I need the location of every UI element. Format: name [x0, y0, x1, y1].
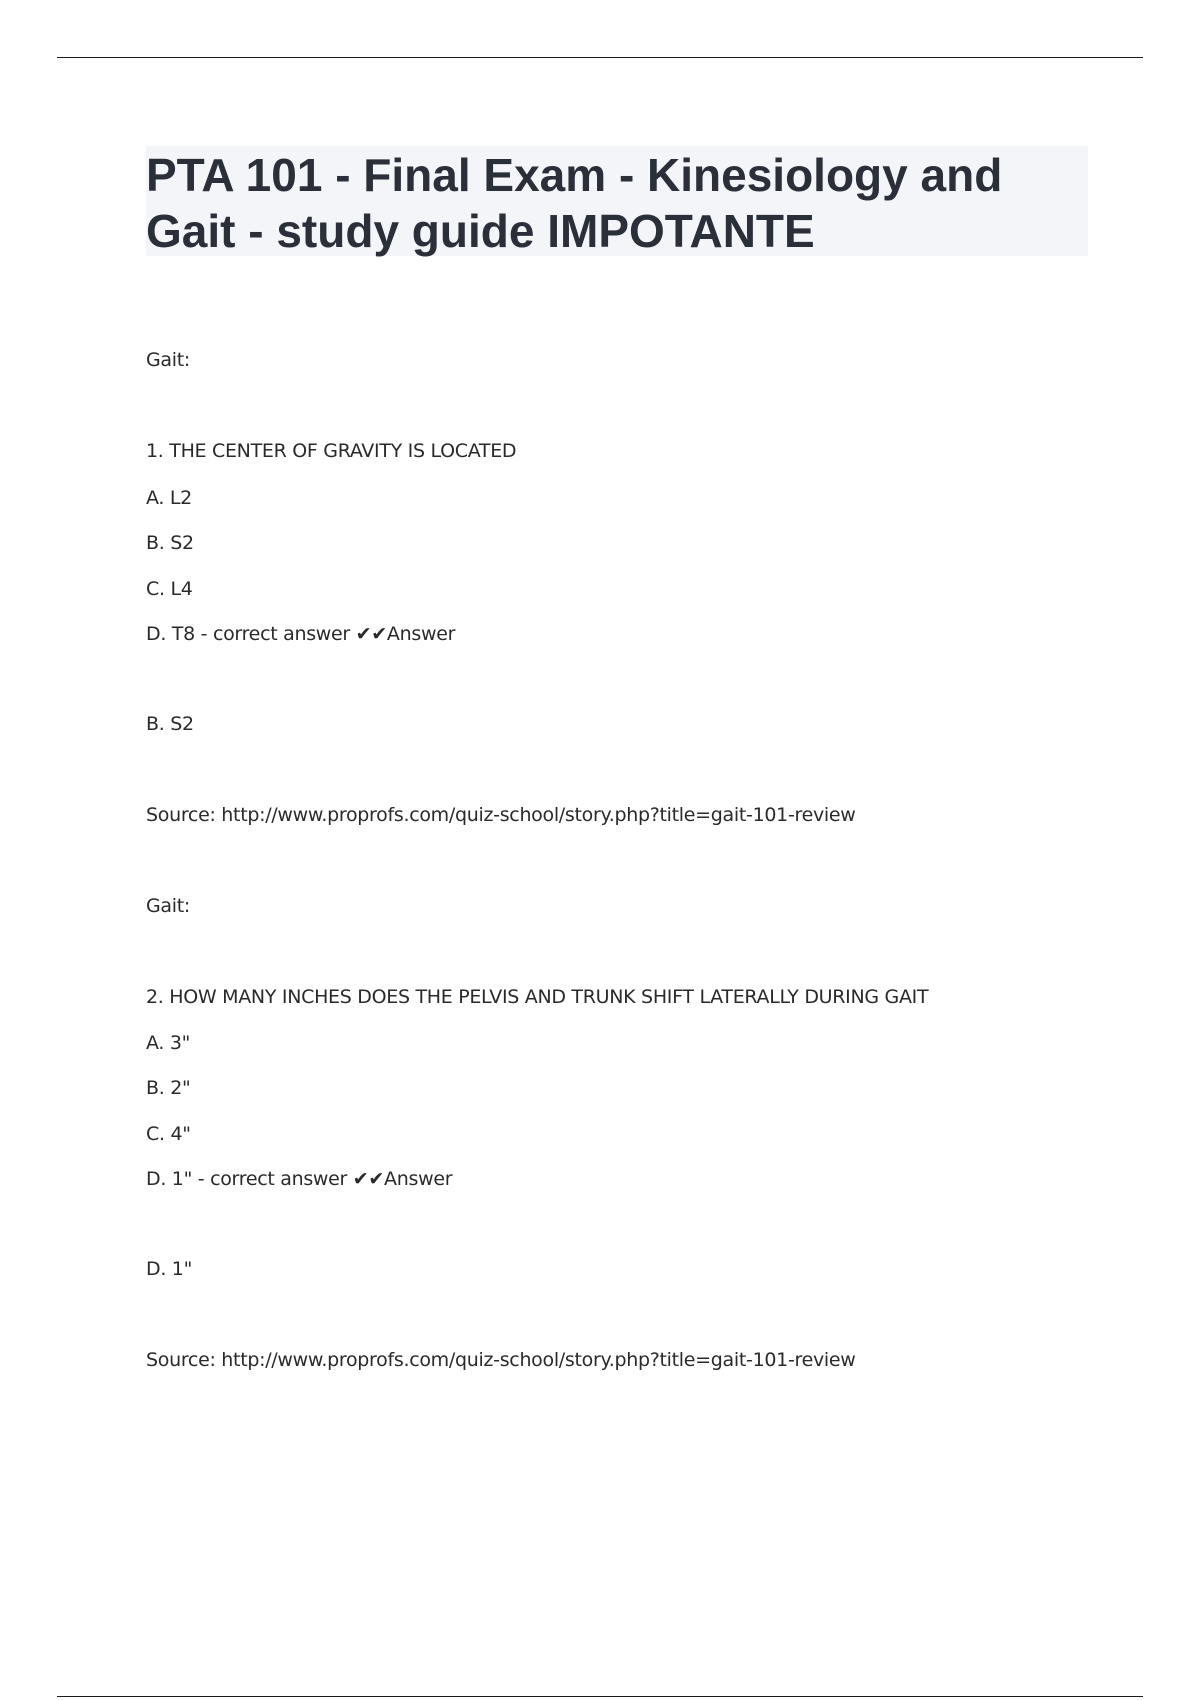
- q1-answer: B. S2: [146, 713, 194, 735]
- document-title: PTA 101 - Final Exam - Kinesiology and Gait - study guide IMPOTANTE: [146, 149, 1003, 257]
- q1-source: Source: http://www.proprofs.com/quiz-school/story.php?title=gait-101-review: [146, 804, 856, 826]
- q2-answer: D. 1": [146, 1258, 193, 1280]
- q2-option-c: C. 4": [146, 1123, 191, 1145]
- q2-option-a: A. 3": [146, 1032, 191, 1054]
- q1-question: 1. THE CENTER OF GRAVITY IS LOCATED: [146, 440, 517, 462]
- bottom-rule: [57, 1696, 1143, 1697]
- q2-option-b: B. 2": [146, 1077, 191, 1099]
- q2-source: Source: http://www.proprofs.com/quiz-school/story.php?title=gait-101-review: [146, 1349, 856, 1371]
- q2-option-d: D. 1" - correct answer ✔✔Answer: [146, 1168, 453, 1190]
- q1-section-label: Gait:: [146, 349, 190, 371]
- q2-section-label: Gait:: [146, 895, 190, 917]
- q1-option-a: A. L2: [146, 487, 192, 509]
- top-rule: [57, 57, 1143, 58]
- title-block: [146, 146, 1088, 256]
- q1-option-d: D. T8 - correct answer ✔✔Answer: [146, 623, 456, 645]
- q2-question: 2. HOW MANY INCHES DOES THE PELVIS AND TRUNK SHIFT LATERALLY DURING GAIT: [146, 986, 929, 1008]
- q1-option-b: B. S2: [146, 532, 194, 554]
- q1-option-c: C. L4: [146, 578, 193, 600]
